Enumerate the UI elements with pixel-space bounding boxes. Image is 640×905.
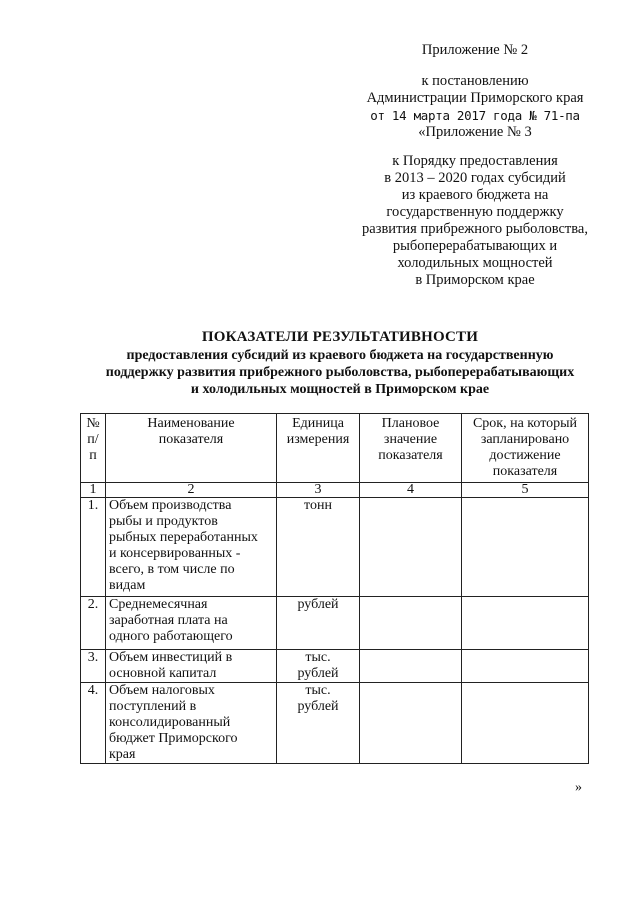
indicator-name bbox=[106, 498, 277, 597]
indicator-unit-line: рублей bbox=[297, 666, 339, 681]
indicator-term bbox=[462, 650, 589, 683]
header-name-line: показателя bbox=[158, 432, 224, 447]
document-subtitle-line: поддержку развития прибрежного рыболовства, рыбоперерабатывающих bbox=[105, 365, 575, 380]
indicator-name-line: рыбных переработанных bbox=[109, 530, 258, 545]
document-title: ПОКАЗАТЕЛИ РЕЗУЛЬТАТИВНОСТИ bbox=[201, 329, 479, 345]
document-subtitle-line: предоставления субсидий из краевого бюджета на государственную bbox=[126, 348, 554, 363]
indicator-unit-line: тыс. bbox=[305, 650, 331, 665]
indicator-name-line: Объем налоговых bbox=[109, 683, 215, 698]
indicator-unit bbox=[277, 498, 360, 597]
column-index: 1 bbox=[81, 483, 106, 498]
column-index: 3 bbox=[277, 483, 360, 498]
document-subtitle-line: и холодильных мощностей в Приморском крае bbox=[190, 382, 490, 397]
indicator-name-line: рыбы и продуктов bbox=[109, 514, 218, 529]
row-number: 1. bbox=[81, 498, 106, 597]
indicator-name-line: всего, в том числе по bbox=[109, 562, 235, 577]
header-plan-line: значение bbox=[383, 432, 438, 447]
indicators-table bbox=[80, 413, 589, 764]
column-index: 2 bbox=[106, 483, 277, 498]
indicator-name-line: заработная плата на bbox=[109, 613, 228, 628]
header-term-line: запланировано bbox=[480, 432, 570, 447]
procedure-line: к Порядку предоставления bbox=[392, 153, 558, 169]
appendix-administration: Администрации Приморского края bbox=[366, 90, 584, 106]
indicator-unit-line: рублей bbox=[297, 597, 339, 612]
table-row bbox=[81, 683, 589, 764]
header-plan bbox=[360, 414, 462, 483]
indicator-unit-line: рублей bbox=[297, 699, 339, 714]
column-index-row bbox=[81, 483, 589, 498]
indicator-unit-line: тыс. bbox=[305, 683, 331, 698]
appendix-spacer bbox=[340, 141, 610, 153]
closing-quote: » bbox=[575, 780, 582, 795]
indicator-name-line: поступлений в bbox=[109, 699, 197, 714]
indicator-name-line: края bbox=[109, 747, 136, 762]
header-unit-line: Единица bbox=[292, 416, 344, 431]
column-index: 5 bbox=[462, 483, 589, 498]
row-number: 4. bbox=[81, 683, 106, 764]
header-num-line: п/п bbox=[87, 432, 99, 463]
header-plan-line: Плановое bbox=[381, 416, 440, 431]
indicator-plan-value bbox=[360, 597, 462, 650]
procedure-line: в 2013 – 2020 годах субсидий bbox=[384, 170, 566, 186]
appendix-title: Приложение № 2 bbox=[421, 42, 529, 58]
procedure-line: холодильных мощностей bbox=[397, 255, 553, 271]
header-plan-line: показателя bbox=[378, 448, 443, 463]
appendix-to-resolution: к постановлению bbox=[421, 73, 529, 89]
indicator-plan-value bbox=[360, 683, 462, 764]
procedure-line: развития прибрежного рыболовства, bbox=[362, 221, 588, 237]
indicator-plan-value bbox=[360, 650, 462, 683]
column-index: 4 bbox=[360, 483, 462, 498]
header-term-line: показателя bbox=[492, 464, 558, 479]
header-term-line: достижение bbox=[489, 448, 561, 463]
indicator-unit bbox=[277, 650, 360, 683]
indicator-unit bbox=[277, 597, 360, 650]
indicator-unit bbox=[277, 683, 360, 764]
table-row bbox=[81, 597, 589, 650]
header-name-line: Наименование bbox=[147, 416, 235, 431]
indicator-unit-line: тонн bbox=[304, 498, 332, 513]
indicator-name-line: Среднемесячная bbox=[109, 597, 208, 612]
appendix-prior-appendix: «Приложение № 3 bbox=[418, 124, 532, 140]
header-num-line: № bbox=[86, 416, 100, 431]
document-heading bbox=[60, 329, 620, 398]
procedure-line: рыбоперерабатывающих и bbox=[392, 238, 558, 254]
indicator-term bbox=[462, 597, 589, 650]
indicator-name bbox=[106, 683, 277, 764]
indicator-term bbox=[462, 498, 589, 597]
procedure-line: в Приморском крае bbox=[415, 272, 535, 288]
indicator-name bbox=[106, 650, 277, 683]
table-header-row bbox=[81, 414, 589, 483]
indicator-name-line: Объем инвестиций в bbox=[109, 650, 233, 665]
header-term bbox=[462, 414, 589, 483]
header-num bbox=[81, 414, 106, 483]
appendix-block bbox=[340, 42, 610, 289]
procedure-line: из краевого бюджета на bbox=[401, 187, 549, 203]
indicator-name-line: Объем производства bbox=[109, 498, 232, 513]
indicator-name-line: основной капитал bbox=[109, 666, 217, 681]
row-number: 3. bbox=[81, 650, 106, 683]
indicator-name-line: и консервированных - bbox=[109, 546, 241, 561]
table-row bbox=[81, 498, 589, 597]
indicator-term bbox=[462, 683, 589, 764]
header-unit-line: измерения bbox=[286, 432, 350, 447]
indicator-name-line: бюджет Приморского bbox=[109, 731, 238, 746]
indicator-name-line: одного работающего bbox=[109, 629, 233, 644]
appendix-date-number: от 14 марта 2017 года № 71-па bbox=[370, 108, 580, 123]
header-unit bbox=[277, 414, 360, 483]
header-name bbox=[106, 414, 277, 483]
indicator-name-line: консолидированный bbox=[109, 715, 231, 730]
procedure-line: государственную поддержку bbox=[386, 204, 564, 220]
indicator-name bbox=[106, 597, 277, 650]
indicator-plan-value bbox=[360, 498, 462, 597]
row-number: 2. bbox=[81, 597, 106, 650]
indicator-name-line: видам bbox=[109, 578, 146, 593]
table-row bbox=[81, 650, 589, 683]
header-term-line: Срок, на который bbox=[472, 416, 578, 431]
